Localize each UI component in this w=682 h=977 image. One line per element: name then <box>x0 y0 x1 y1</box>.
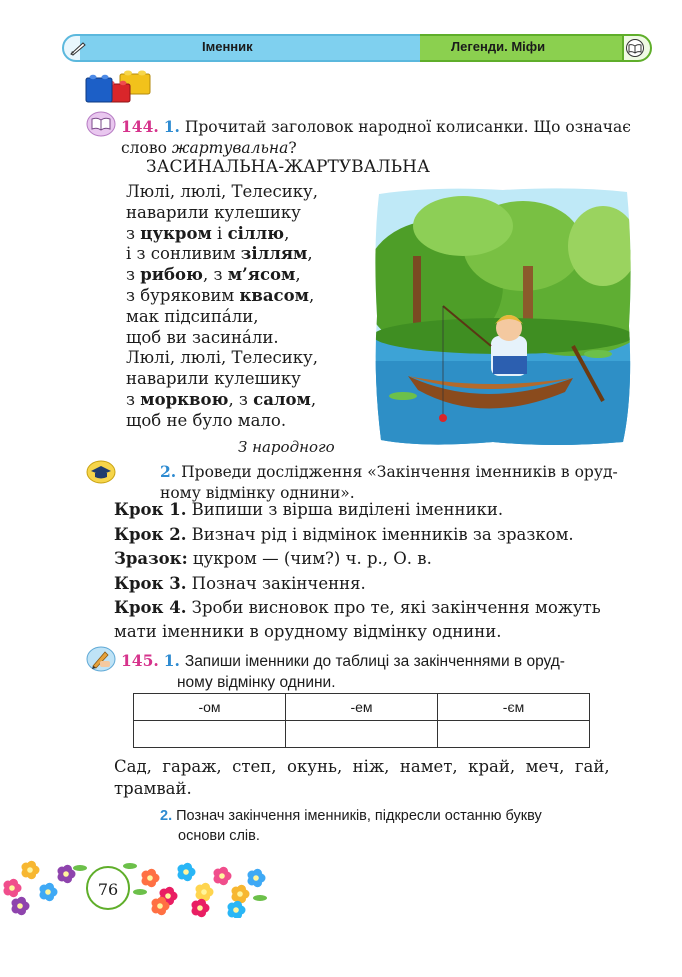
flower-icon <box>21 861 39 880</box>
poem-text: , <box>310 389 317 409</box>
step-item <box>114 500 634 525</box>
step-label: Зразок: <box>114 549 188 568</box>
leaf-icon <box>123 863 137 869</box>
poem-text: щоб не було мало. <box>126 410 287 430</box>
word-list-line: Сад, гараж, степ, окунь, ніж, намет, край, меч, гай, <box>114 757 610 776</box>
poem-text: наварили кулешику <box>126 202 301 222</box>
table-row <box>134 721 590 748</box>
step-text: цукром — (чим?) ч. р., О. в. <box>187 549 432 568</box>
flower-icon <box>3 879 21 898</box>
highlighted-noun: сіллю <box>227 223 285 243</box>
task-text: Познач закінчення іменників, підкресли останню букву <box>176 808 542 824</box>
header-topic-title: Легенди. Міфи <box>451 39 546 54</box>
flower-icon <box>231 885 249 904</box>
flower-icon <box>195 883 213 902</box>
task-text: Проведи дослідження «Закінчення іменників в оруд- <box>181 463 618 481</box>
graduation-cap-icon <box>86 460 116 484</box>
flower-border-decoration <box>0 848 270 918</box>
table-cell <box>134 721 286 748</box>
step-text: Визнач рід і відмінок іменників за зразком. <box>186 524 574 544</box>
italic-word: жартувальна <box>171 139 289 157</box>
poem-text: Люлі, люлі, Телесику, <box>126 348 318 368</box>
poem-line <box>126 286 376 307</box>
table-header-cell: -ем <box>286 694 438 721</box>
writing-hand-icon <box>86 646 116 672</box>
read-book-icon <box>86 111 116 137</box>
task-text: слово <box>121 139 172 157</box>
task-2 <box>160 461 632 504</box>
flower-icon <box>213 867 231 886</box>
task-text: Прочитай заголовок народної колисанки. Що означає <box>184 118 631 136</box>
poem-text: з <box>126 389 141 409</box>
header-section-title: Іменник <box>202 39 253 54</box>
task-number: 145. <box>121 651 159 670</box>
task-text: Запиши іменники до таблиці за закінченнями в оруд- <box>184 653 565 670</box>
table-header-cell: -ом <box>134 694 286 721</box>
subtask-number: 2. <box>160 808 173 824</box>
poem-line <box>126 390 376 411</box>
highlighted-noun: салом <box>253 389 311 409</box>
poem-text: наварили кулешику <box>126 369 301 389</box>
poem-text: , <box>307 244 313 264</box>
leaf-icon <box>253 895 267 901</box>
flower-icon <box>247 869 265 888</box>
subtask-number: 1. <box>163 651 180 670</box>
poem-text: і з сонливим <box>126 244 241 264</box>
step-text: Випиши з вірша виділені іменники. <box>186 500 504 519</box>
poem-text: з <box>126 223 141 243</box>
poem-line <box>126 265 376 286</box>
poem-text: Люлі, люлі, Телесику, <box>126 182 318 201</box>
task-text: ? <box>288 139 297 157</box>
poem-text: з буряковим <box>126 285 240 305</box>
step-text: Познач закінчення. <box>186 573 366 593</box>
step-item <box>114 549 634 574</box>
poem-line <box>126 224 376 245</box>
table-header-row <box>134 694 590 721</box>
flower-icon <box>177 863 195 882</box>
step-label: Крок 4. <box>114 598 187 617</box>
task-145-2 <box>160 806 640 846</box>
subtask-number: 2. <box>160 462 177 481</box>
flower-icon <box>227 901 245 918</box>
table-cell <box>286 721 438 748</box>
poem-text: , <box>284 223 290 243</box>
task-number: 144. <box>121 117 159 136</box>
step-label: Крок 1. <box>114 500 187 519</box>
highlighted-noun: зіллям <box>240 244 308 264</box>
poem-line <box>126 307 376 328</box>
word-list-line: трамвай. <box>114 779 192 798</box>
poem-line <box>126 203 376 224</box>
poem-text: , <box>295 265 301 285</box>
step-item <box>114 598 634 623</box>
poem-line <box>126 411 376 432</box>
poem-text: , з <box>202 265 228 285</box>
step-item <box>114 574 634 599</box>
task-text: основи слів. <box>178 828 260 844</box>
poem-title: ЗАСИНАЛЬНА-ЖАРТУВАЛЬНА <box>146 157 430 177</box>
lego-blocks-icon <box>84 68 156 106</box>
flower-icon <box>39 883 57 902</box>
step-4-continuation: мати іменники в орудному відмінку однини. <box>114 622 502 641</box>
table-cell <box>438 721 590 748</box>
poem-text: мак підсипáли, <box>126 306 259 326</box>
pen-icon <box>69 40 87 56</box>
poem-text: , з <box>228 389 254 409</box>
endings-table <box>133 693 590 748</box>
highlighted-noun: квасом <box>239 285 309 305</box>
task-text: ному відмінку однини». <box>160 484 355 502</box>
task-text: ному відмінку однини. <box>177 674 336 691</box>
step-label: Крок 2. <box>114 524 187 544</box>
step-item <box>114 525 634 550</box>
poem-line <box>126 328 376 349</box>
poem-line <box>126 348 376 369</box>
poem-text: , <box>308 285 315 305</box>
page-number: 76 <box>86 866 130 910</box>
leaf-icon <box>73 865 87 871</box>
poem-source: З народного <box>238 438 335 456</box>
book-icon <box>625 39 645 57</box>
task-145 <box>121 650 636 693</box>
page-header <box>62 34 652 62</box>
poem-line <box>126 182 376 203</box>
steps-list <box>114 500 634 623</box>
flower-icon <box>11 897 29 916</box>
flower-icon <box>191 899 209 918</box>
step-text: Зроби висновок про те, які закінчення можуть <box>186 598 601 617</box>
highlighted-noun: цукром <box>140 223 212 243</box>
table-header-cell: -єм <box>438 694 590 721</box>
flower-icon <box>57 865 75 884</box>
highlighted-noun: м’ясом <box>227 265 296 285</box>
poem-text: щоб ви засинáли. <box>126 327 279 347</box>
poem-line <box>126 244 376 265</box>
step-label: Крок 3. <box>114 573 187 593</box>
word-list <box>114 756 610 800</box>
poem-body <box>126 182 376 432</box>
task-144 <box>121 116 636 159</box>
subtask-number: 1. <box>163 117 180 136</box>
boy-in-boat-illustration <box>373 186 633 448</box>
poem-line <box>126 369 376 390</box>
poem-text: і <box>211 223 228 243</box>
highlighted-noun: морквою <box>140 389 229 409</box>
flower-icon <box>141 869 159 888</box>
leaf-icon <box>133 889 147 895</box>
highlighted-noun: рибою <box>140 265 203 285</box>
poem-text: з <box>126 265 141 285</box>
